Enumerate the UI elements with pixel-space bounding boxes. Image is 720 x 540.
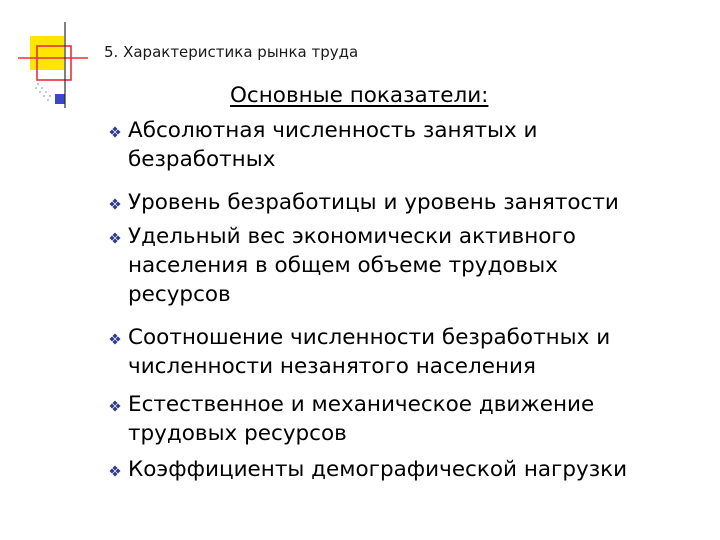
- diamond-bullet-icon: [108, 231, 122, 245]
- list-item-line: численности незанятого населения: [128, 354, 536, 379]
- diamond-bullet-icon: [108, 399, 122, 413]
- list-item: [128, 116, 538, 174]
- diamond-bullet-icon: [108, 197, 122, 211]
- list-item-line: Естественное и механическое движение: [128, 392, 595, 417]
- slide-header-title: 5. Характеристика рынка труда: [104, 43, 359, 61]
- list-item-line: Удельный вес экономически активного: [128, 224, 576, 249]
- list-item: [128, 222, 576, 309]
- list-item-line: Коэффициенты демографической нагрузки: [128, 457, 628, 482]
- diamond-bullet-icon: [108, 125, 122, 139]
- list-item-line: трудовых ресурсов: [128, 421, 347, 446]
- list-item: [128, 390, 594, 448]
- list-item: [128, 323, 610, 381]
- list-item-line: Соотношение численности безработных и: [128, 325, 611, 350]
- section-subtitle: Основные показатели:: [230, 83, 489, 108]
- list-item-line: Уровень безработицы и уровень занятости: [128, 190, 619, 215]
- list-item-line: ресурсов: [128, 282, 231, 307]
- list-item-line: Абсолютная численность занятых и: [128, 118, 538, 143]
- list-item: [128, 455, 627, 484]
- list-item-line: населения в общем объеме трудовых: [128, 253, 558, 278]
- list-item-line: безработных: [128, 147, 276, 172]
- list-item: [128, 188, 619, 217]
- diamond-bullet-icon: [108, 332, 122, 346]
- diamond-bullet-icon: [108, 464, 122, 478]
